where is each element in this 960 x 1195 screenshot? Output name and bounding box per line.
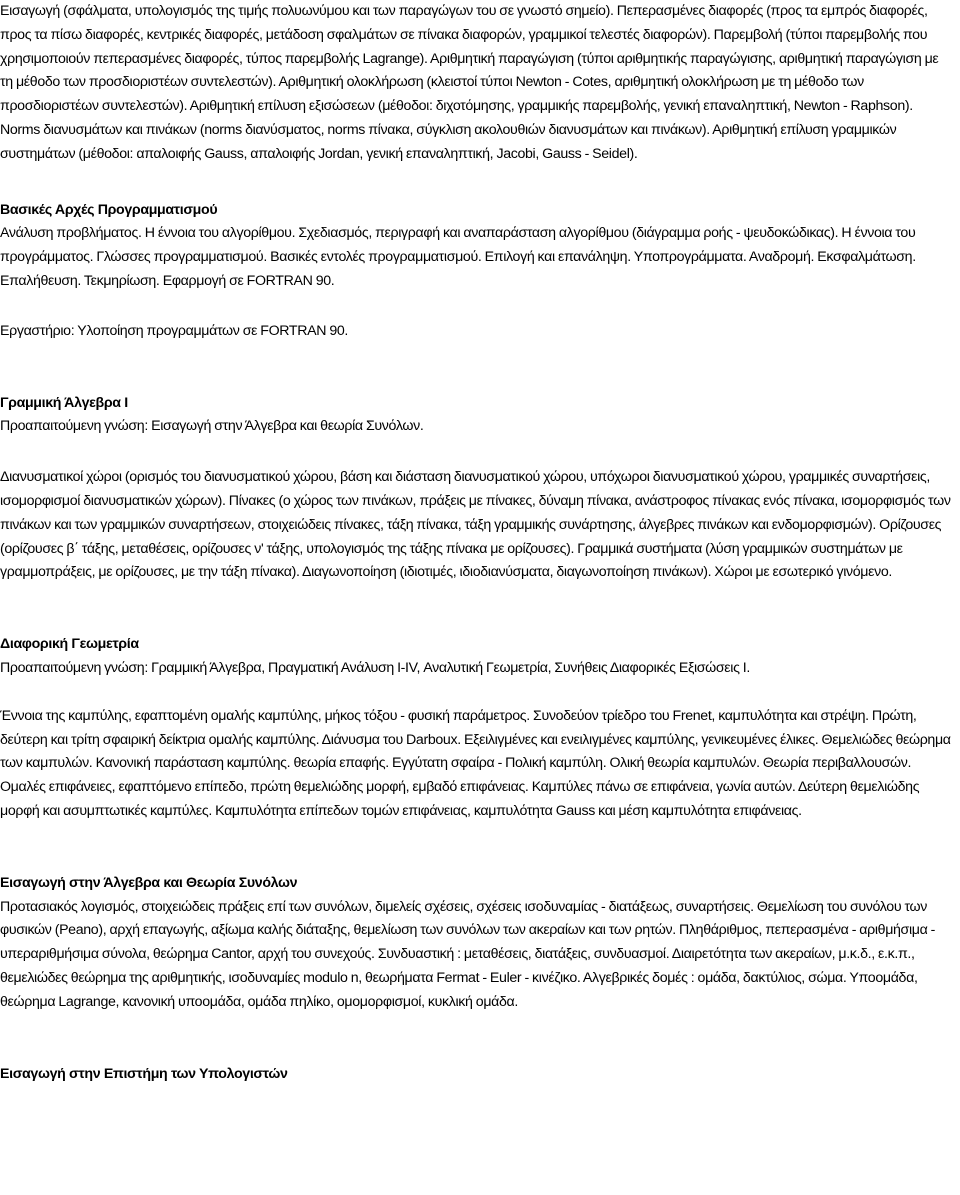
course-prereq-differential-geometry: Προαπαιτούμενη γνώση: Γραμμική Άλγεβρα, Πραγματική Ανάλυση Ι-IV, Αναλυτική Γεωμετρία, Συνήθεις Διαφορικές Εξισώσεις Ι.: [0, 659, 750, 676]
course-title-algebra-set-theory: Εισαγωγή στην Άλγεβρα και Θεωρία Συνόλων: [0, 874, 298, 891]
course-body-linear-algebra: Διανυσματικοί χώροι (ορισμός του διανυσματικού χώρου, βάση και διάσταση διανυσματικού χώρου, υπόχωροι διανυσματικού χώρου, γραμμικές συναρτήσεις, ισομορφισμοί διανυσματικών χώρων). Πίνακες (ο χώρος των πινάκων, πράξεις με πίνακες, δύναμη πίνακα, ανάστροφος πίνακας ενός πίνακα, ισομορφισμός των πινάκων και των γραμμικών συναρτήσεων, στοιχειώδεις πίνακες, τάξη πίνακα, τάξη γραμμικής συνάρτησης, άλγεβρες πινάκων και ενδομορφισμών). Ορίζουσες (ορίζουσες β΄ τάξης, μεταθέσεις, ορίζουσες ν' τάξης, υπολογισμός της τάξης πίνακα με ορίζουσες). Γραμμικά συστήματα (λύση γραμμικών συστημάτων με γραμμοπράξεις, με ορίζουσες, με την τάξη πίνακα). Διαγωνοποίηση (ιδιοτιμές, ιδιοδιανύσματα, διαγωνοποίηση πινάκων). Χώροι με εσωτερικό γινόμενο.: [0, 469, 951, 581]
course-title-differential-geometry: Διαφορική Γεωμετρία: [0, 636, 139, 653]
course-prereq-linear-algebra: Προαπαιτούμενη γνώση: Εισαγωγή στην Άλγεβρα και θεωρία Συνόλων.: [0, 418, 424, 435]
course-title-linear-algebra: Γραμμική Άλγεβρα Ι: [0, 394, 128, 411]
course-title-computer-science: Εισαγωγή στην Επιστήμη των Υπολογιστών: [0, 1065, 288, 1082]
course-body-differential-geometry: Έννοια της καμπύλης, εφαπτομένη ομαλής καμπύλης, μήκος τόξου - φυσική παράμετρος. Συνοδεύον τρίεδρο του Frenet, καμπυλότητα και στρέψη. Πρώτη, δεύτερη και τρίτη σφαιρική δείκτρια ομαλής καμπύλης. Διάνυσμα του Darboux. Εξειλιγμένες και ενειλιγμένες καμπύλης, γενικευμένες έλικες. Θεμελιώδες θεώρημα των καμπυλών. Κανονική παράσταση καμπύλης. θεωρία επαφής. Εγγύτατη σφαίρα - Πολική καμπύλη. Ολική θεωρία καμπυλών. Θεωρία περιβαλλουσών. Ομαλές επιφάνειες, εφαπτόμενο επίπεδο, πρώτη θεμελιώδης μορφή, εμβαδό επιφάνειας. Καμπύλες πάνω σε επιφάνεια, γωνία αυτών. Δεύτερη θεμελιώδης μορφή και ασυμπτωτικές καμπύλες. Καμπυλότητα επίπεδων τομών επιφάνειας, καμπυλότητα Gauss και μέση καμπυλότητα επιφάνειας.: [0, 707, 951, 819]
intro-paragraph: Εισαγωγή (σφάλματα, υπολογισμός της τιμής πολυωνύμου και των παραγώγων του σε γνωστό σημείο). Πεπερασμένες διαφορές (προς τα εμπρός διαφορές, προς τα πίσω διαφορές, κεντρικές διαφορές, μετάδοση σφαλμάτων σε πίνακα διαφορών, γραμμικοί τελεστές διαφορών). Παρεμβολή (τύποι παρεμβολής που χρησιμοποιούν πεπερασμένες διαφορές, τύπος παρεμβολής Lagrange). Αριθμητική παραγώγιση (τύποι αριθμητικής παραγώγισης, αριθμητική παραγώγιση με τη μέθοδο των προσδιοριστέων συντελεστών). Αριθμητική ολοκλήρωση (κλειστοί τύποι Newton - Cotes, αριθμητική ολοκλήρωση με τη μέθοδο των προσδιοριστέων συντελεστών). Αριθμητική επίλυση εξισώσεων (μέθοδοι: διχοτόμησης, γραμμικής παρεμβολής, γενική επαναληπτική, Newton - Raphson). Norms διανυσμάτων και πινάκων (norms διανύσματος, norms πίνακα, σύγκλιση ακολουθιών διανυσμάτων και πινάκων). Αριθμητική επίλυση γραμμικών συστημάτων (μέθοδοι: απαλοιφής Gauss, απαλοιφής Jordan, γενική επαναληπτική, Jacobi, Gauss - Seidel).: [0, 3, 939, 162]
course-body-algebra-set-theory: Προτασιακός λογισμός, στοιχειώδεις πράξεις επί των συνόλων, διμελείς σχέσεις, σχέσεις ισοδυναμίας - διατάξεως, συναρτήσεις. Θεμελίωση του συνόλου των φυσικών (Peano), αρχή επαγωγής, αξίωμα καλής διάταξης, θεμελίωση των συνόλων των ακεραίων και των ρητών. Πληθάριθμος, πεπερασμένα - αριθμήσιμα - υπεραριθμήσιμα σύνολα, θεώρημα Cantor, αρχή του συνεχούς. Συνδυαστική : μεταθέσεις, διατάξεις, συνδυασμοί. Διαιρετότητα των ακεραίων, μ.κ.δ., ε.κ.π., θεμελιώδες θεώρημα της αριθμητικής, ισοδυναμίες modulo n, θεωρήματα Fermat - Euler - κινέζικο. Αλγεβρικές δομές : ομάδα, δακτύλιος, σώμα. Υποομάδα, θεώρημα Lagrange, κανονική υποομάδα, ομάδα πηλίκο, ομομορφισμοί, κυκλική ομάδα.: [0, 898, 936, 1010]
course-lab-programming: Εργαστήριο: Υλοποίηση προγραμμάτων σε FORTRAN 90.: [0, 322, 348, 339]
course-body-programming: Ανάλυση προβλήματος. Η έννοια του αλγορίθμου. Σχεδιασμός, περιγραφή και αναπαράσταση αλγορίθμου (διάγραμμα ροής - ψευδοκώδικας). Η έννοια του προγράμματος. Γλώσσες προγραμματισμού. Βασικές εντολές προγραμματισμού. Επιλογή και επανάληψη. Υποπρογράμματα. Αναδρομή. Εκσφαλμάτωση. Επαλήθευση. Τεκμηρίωση. Εφαρμογή σε FORTRAN 90.: [0, 225, 916, 289]
course-title-programming: Βασικές Αρχές Προγραμματισμού: [0, 201, 218, 218]
